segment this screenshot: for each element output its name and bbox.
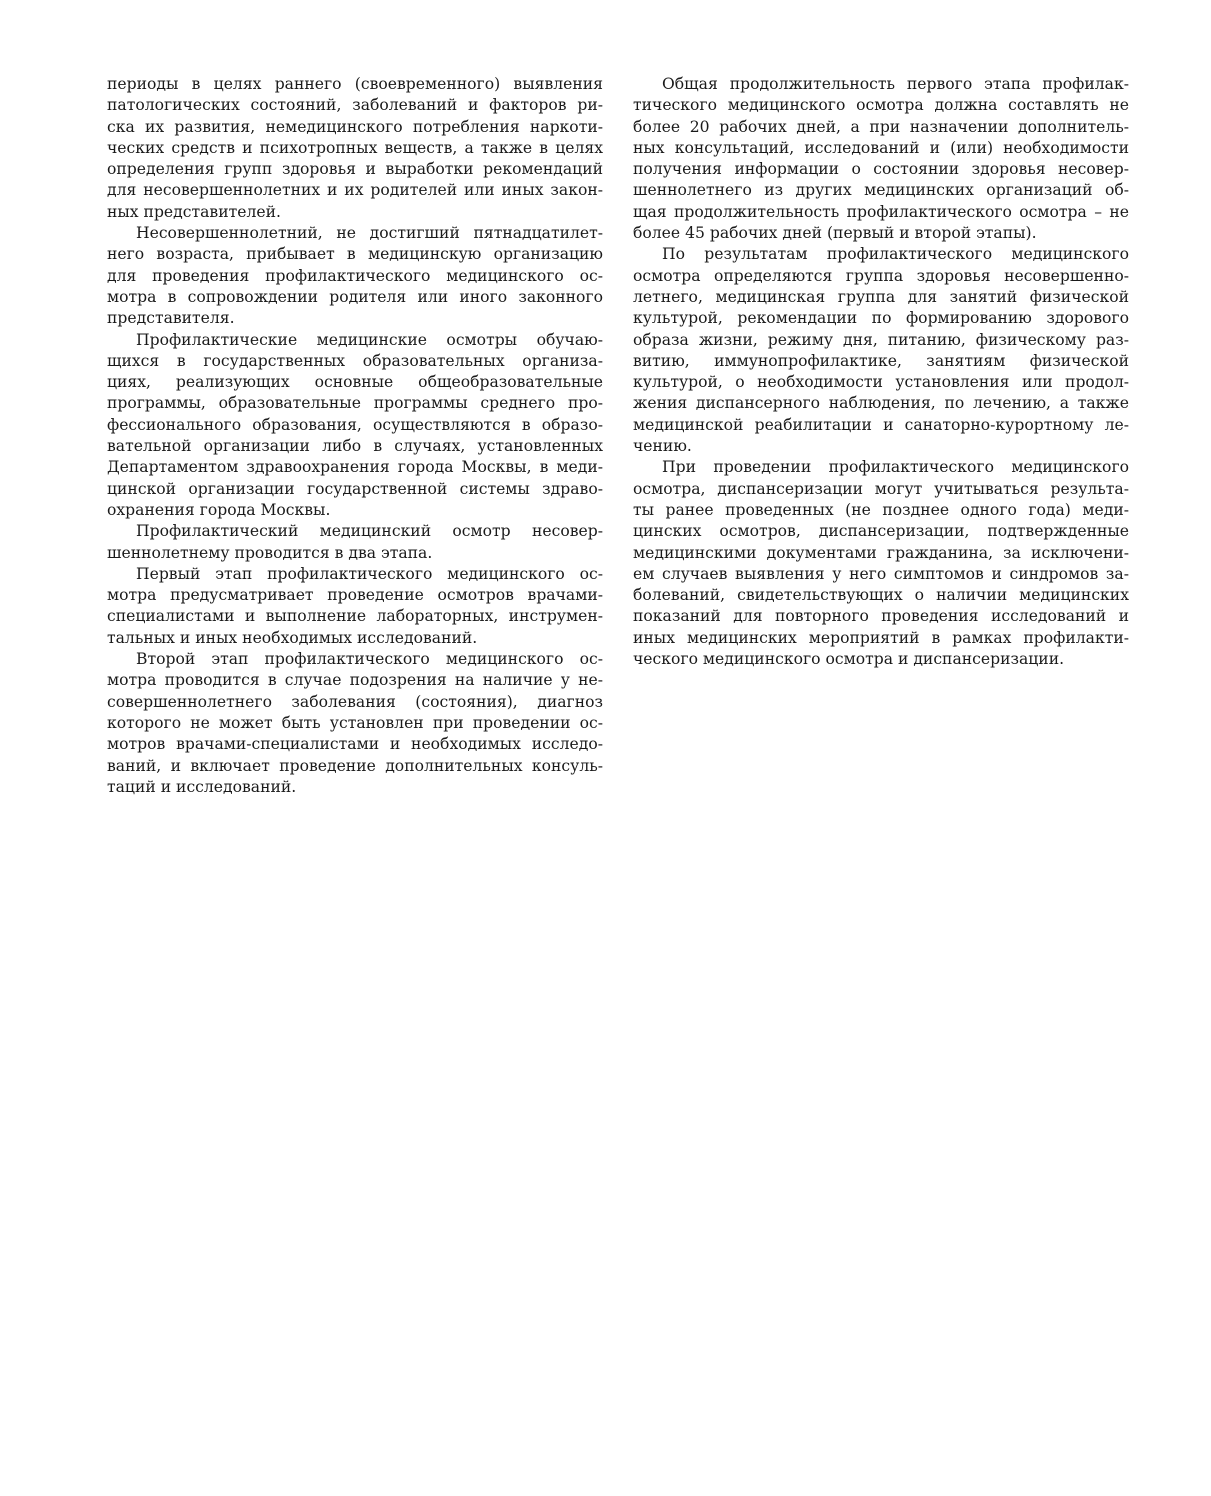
text-line: ваний, и включает проведение дополнительных консуль- [107,756,603,775]
text-line: представителя. [107,309,235,328]
paragraph [107,223,603,329]
text-line: культурой, рекомендации по формированию здорового [633,309,1129,328]
text-line: Первый этап профилактического медицинского ос- [136,564,603,583]
text-line: мотра в сопровождении родителя или иного законного [107,287,603,306]
text-line: него возраста, прибывает в медицинскую организацию [107,245,603,264]
text-line: совершеннолетнего заболевания (состояния), диагноз [107,692,603,711]
text-line: программы, образовательные программы среднего про- [107,394,603,413]
text-line: культурой, о необходимости установления или продол- [633,373,1129,392]
text-line: Департаментом здравоохранения города Москвы, в меди- [107,458,603,477]
text-line: более 45 рабочих дней (первый и второй этапы). [633,224,1037,243]
text-line: медицинской реабилитации и санаторно-курортному ле- [633,415,1129,434]
text-line: мотра предусматривает проведение осмотров врачами- [107,586,603,605]
text-line: шеннолетнему проводится в два этапа. [107,543,433,562]
text-line: Общая продолжительность первого этапа профилак- [662,75,1129,93]
text-line: осмотра определяются группа здоровья несовершенно- [633,266,1129,285]
text-line: определения групп здоровья и выработки рекомендаций [107,160,603,179]
paragraph [107,649,603,798]
text-line: При проведении профилактического медицинского [662,458,1129,477]
text-line: ных представителей. [107,202,281,221]
text-line: показаний для повторного проведения исследований и [633,607,1129,626]
text-line: цинских осмотров, диспансеризации, подтвержденные [633,522,1129,541]
text-line: периоды в целях раннего (своевременного) выявления [107,75,603,93]
text-line: ных консультаций, исследований и (или) необходимости [633,138,1129,157]
text-line: летнего, медицинская группа для занятий физической [633,287,1129,306]
text-line: осмотра, диспансеризации могут учитываться результа- [633,479,1129,498]
text-line: витию, иммунопрофилактике, занятиям физической [633,351,1129,370]
text-line: Несовершеннолетний, не достигший пятнадцатилет- [136,224,603,243]
text-line: образа жизни, режиму дня, питанию, физическому раз- [633,330,1129,349]
text-line: ем случаев выявления у него симптомов и синдромов за- [633,564,1129,583]
text-line: По результатам профилактического медицинского [662,245,1129,264]
text-line: для проведения профилактического медицинского ос- [107,266,603,285]
paragraph [633,244,1129,457]
text-line: таций и исследований. [107,777,297,796]
left-text-column [107,74,603,798]
text-line: специалистами и выполнение лабораторных, инструмен- [107,607,603,626]
text-line: ска их развития, немедицинского потребления наркоти- [107,117,603,136]
text-line: цинской организации государственной системы здраво- [107,479,603,498]
text-line: жения диспансерного наблюдения, по лечению, а также [633,394,1129,413]
text-line: тальных и иных необходимых исследований. [107,628,478,647]
text-line: фессионального образования, осуществляются в образо- [107,415,603,434]
paragraph [107,521,603,564]
text-line: мотров врачами-специалистами и необходимых исследо- [107,735,603,754]
paragraph [107,74,603,223]
text-line: Профилактический медицинский осмотр несовер- [136,522,603,541]
text-line: щая продолжительность профилактического осмотра – не [633,202,1129,221]
text-line: ческого медицинского осмотра и диспансеризации. [633,650,1065,669]
text-line: Второй этап профилактического медицинского ос- [136,650,603,669]
text-line: получения информации о состоянии здоровья несовер- [633,160,1129,179]
text-line: щихся в государственных образовательных организа- [107,351,603,370]
paragraph [633,74,1129,244]
text-line: медицинскими документами гражданина, за исключени- [633,543,1129,562]
text-line: ческих средств и психотропных веществ, а также в целях [107,138,603,157]
paragraph [633,457,1129,670]
text-line: шеннолетнего из других медицинских организаций об- [633,181,1129,200]
paragraph [107,330,603,522]
text-line: которого не может быть установлен при проведении ос- [107,713,603,732]
text-line: тического медицинского осмотра должна составлять не [633,96,1129,115]
text-line: охранения города Москвы. [107,500,331,519]
paragraph [107,564,603,649]
text-line: мотра проводится в случае подозрения на наличие у не- [107,671,603,690]
text-line: чению. [633,437,692,456]
text-line: Профилактические медицинские осмотры обучаю- [136,330,603,349]
text-line: иных медицинских мероприятий в рамках профилакти- [633,628,1129,647]
text-line: болеваний, свидетельствующих о наличии медицинских [633,586,1129,605]
text-line: ты ранее проведенных (не позднее одного года) меди- [633,500,1129,519]
text-line: патологических состояний, заболеваний и факторов ри- [107,96,603,115]
text-line: для несовершеннолетних и их родителей или иных закон- [107,181,603,200]
text-line: вательной организации либо в случаях, установленных [107,437,603,456]
text-line: циях, реализующих основные общеобразовательные [107,373,603,392]
text-line: более 20 рабочих дней, а при назначении дополнитель- [633,117,1129,136]
right-text-column [633,74,1129,670]
